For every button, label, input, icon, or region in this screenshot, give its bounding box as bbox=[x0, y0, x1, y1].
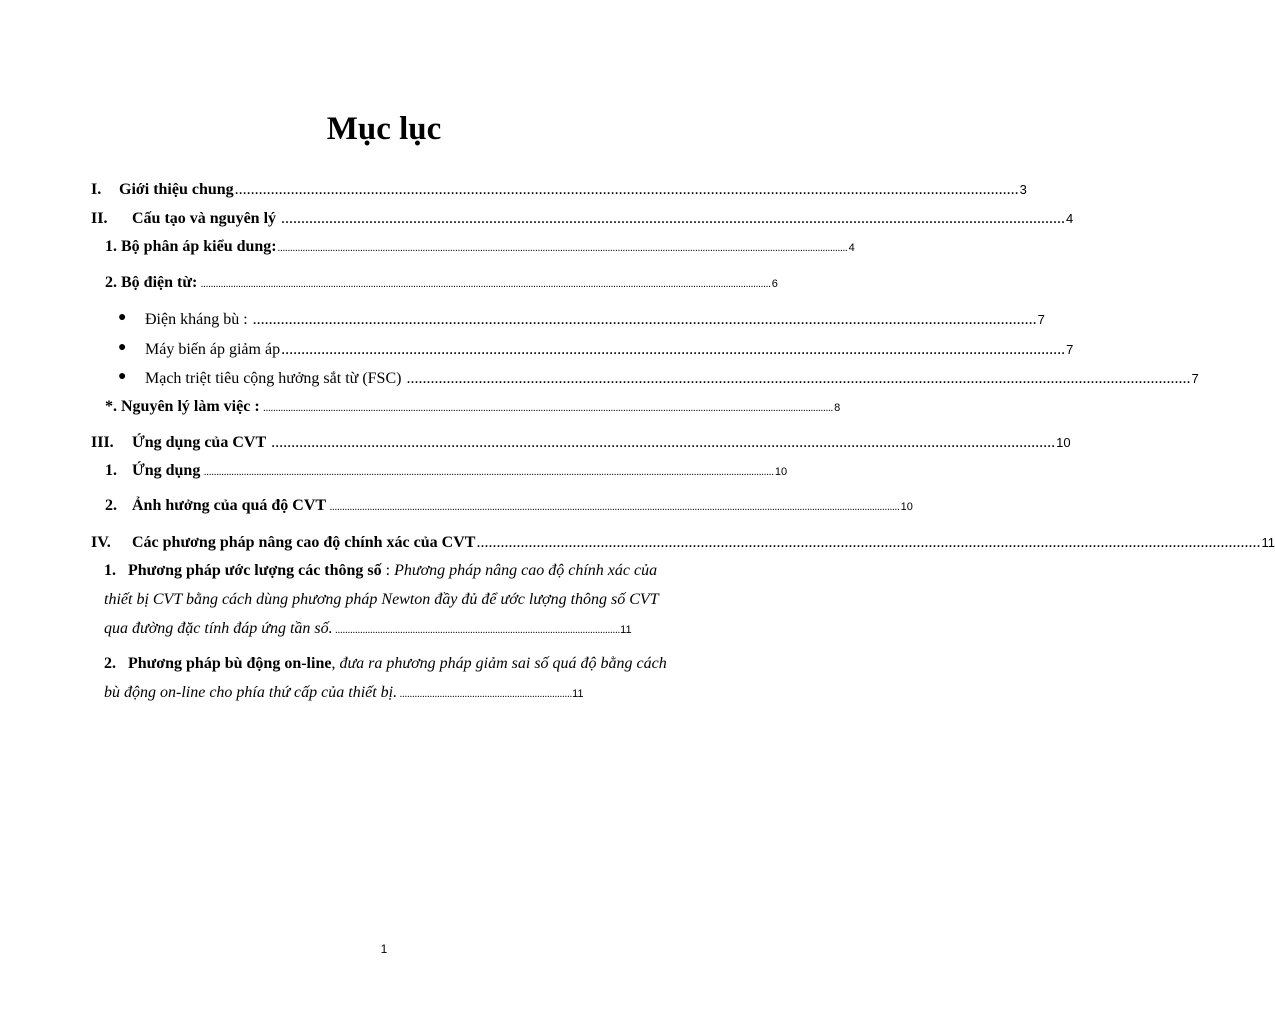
toc-page: 11 bbox=[1261, 535, 1275, 550]
dot-leader: .................................................................................................................................................................................................................................... bbox=[198, 279, 771, 290]
toc-label: Ứng dụng của CVT bbox=[132, 434, 267, 451]
toc-number: 2. bbox=[104, 655, 116, 672]
bullet-icon: ● bbox=[118, 310, 127, 325]
toc-page: 8 bbox=[834, 402, 841, 414]
toc-entry[interactable] bbox=[91, 179, 1027, 201]
toc-description: đưa ra phương pháp giảm sai số quá độ bằng cách bù động on-line cho phía thứ cấp của thiết bị. bbox=[104, 655, 667, 701]
toc-page: 10 bbox=[1056, 435, 1071, 450]
dot-leader: .................................................................................................................................................................................................... bbox=[277, 210, 1066, 227]
toc-number: 2. bbox=[105, 497, 117, 514]
toc-page: 7 bbox=[1191, 371, 1199, 386]
toc-label: Giới thiệu chung bbox=[119, 181, 234, 198]
toc-entry[interactable] bbox=[145, 339, 1074, 361]
toc-separator: , bbox=[331, 655, 340, 672]
dot-leader: .................................................................................................................................................................................................... bbox=[281, 341, 1066, 358]
toc-page: 3 bbox=[1019, 182, 1027, 197]
toc-number: 1. bbox=[105, 462, 117, 479]
toc-number: 1. bbox=[104, 562, 116, 579]
toc-entry[interactable] bbox=[105, 396, 841, 420]
toc-entry[interactable] bbox=[105, 460, 788, 484]
dot-leader: .................................................................................................................................................................................................... bbox=[402, 370, 1191, 387]
toc-label: Ứng dụng bbox=[132, 462, 201, 479]
page-number: 1 bbox=[380, 942, 388, 956]
toc-description: Phương pháp nâng cao độ chính xác của thiết bị CVT bằng cách dùng phương pháp Newton đầy đủ để ước lượng thông số CVT qua đường đặc tính đáp ứng tần số. bbox=[104, 562, 659, 637]
toc-entry[interactable] bbox=[91, 432, 1071, 454]
toc-label: Phương pháp bù động on-line bbox=[128, 655, 332, 672]
bullet-icon: ● bbox=[118, 369, 127, 384]
toc-label: Máy biến áp giảm áp bbox=[145, 341, 281, 358]
toc-label: Mạch triệt tiêu cộng hưởng sắt từ (FSC) bbox=[145, 370, 402, 387]
toc-separator: : bbox=[381, 562, 395, 579]
dot-leader: .................................................................................................................................................................................................................................... bbox=[277, 243, 848, 254]
dot-leader: .................................................................................................................................................................................................... bbox=[476, 534, 1261, 551]
toc-page: 10 bbox=[900, 501, 913, 513]
toc-number: IV. bbox=[91, 534, 111, 551]
toc-page: 4 bbox=[848, 242, 855, 254]
toc-entry[interactable] bbox=[145, 309, 1045, 331]
dot-leader: .................................................................................................................................................................................................................................... bbox=[201, 467, 774, 478]
toc-label: 1. Bộ phân áp kiểu dung: bbox=[105, 238, 277, 255]
toc-paragraph-entry[interactable] bbox=[104, 556, 680, 645]
toc-paragraph-entry[interactable] bbox=[104, 649, 680, 709]
toc-label: Cấu tạo và nguyên lý bbox=[132, 210, 277, 227]
toc-number: II. bbox=[91, 210, 108, 227]
toc-page: 7 bbox=[1066, 342, 1074, 357]
toc-number: I. bbox=[91, 181, 102, 198]
toc-page: 6 bbox=[771, 278, 778, 290]
toc-entry[interactable] bbox=[105, 272, 778, 296]
toc-entry[interactable] bbox=[145, 368, 1199, 390]
toc-label: Phương pháp ước lượng các thông số bbox=[128, 562, 382, 579]
toc-page: 4 bbox=[1066, 211, 1074, 226]
dot-leader: .................................................................................................................................................................................................................................... bbox=[327, 502, 900, 513]
toc-label: Các phương pháp nâng cao độ chính xác của CVT bbox=[132, 534, 476, 551]
toc-page: 11 bbox=[620, 624, 632, 636]
toc-entry[interactable] bbox=[105, 495, 913, 519]
dot-leader: ..................................................................... bbox=[397, 689, 573, 700]
toc-entry[interactable] bbox=[91, 532, 1275, 554]
dot-leader: .................................................................................................................. bbox=[332, 625, 621, 636]
toc-label: 2. Bộ điện từ: bbox=[105, 274, 198, 291]
dot-leader: .................................................................................................................................................................................................... bbox=[267, 434, 1056, 451]
bullet-icon: ● bbox=[118, 340, 127, 355]
toc-entry[interactable] bbox=[91, 208, 1074, 230]
toc-page: 7 bbox=[1037, 312, 1045, 327]
dot-leader: .................................................................................................................................................................................................... bbox=[234, 181, 1019, 198]
toc-label: *. Nguyên lý làm việc : bbox=[105, 398, 260, 415]
dot-leader: .................................................................................................................................................................................................... bbox=[248, 311, 1037, 328]
toc-label: Ảnh hưởng của quá độ CVT bbox=[132, 497, 327, 514]
dot-leader: .................................................................................................................................................................................................................................... bbox=[260, 403, 834, 414]
toc-page: 11 bbox=[572, 688, 584, 700]
toc-page: 10 bbox=[774, 466, 788, 478]
page-title: Mục lục bbox=[326, 111, 442, 147]
toc-entry[interactable] bbox=[105, 236, 855, 260]
toc-label: Điện kháng bù : bbox=[145, 311, 248, 328]
toc-number: III. bbox=[91, 434, 114, 451]
